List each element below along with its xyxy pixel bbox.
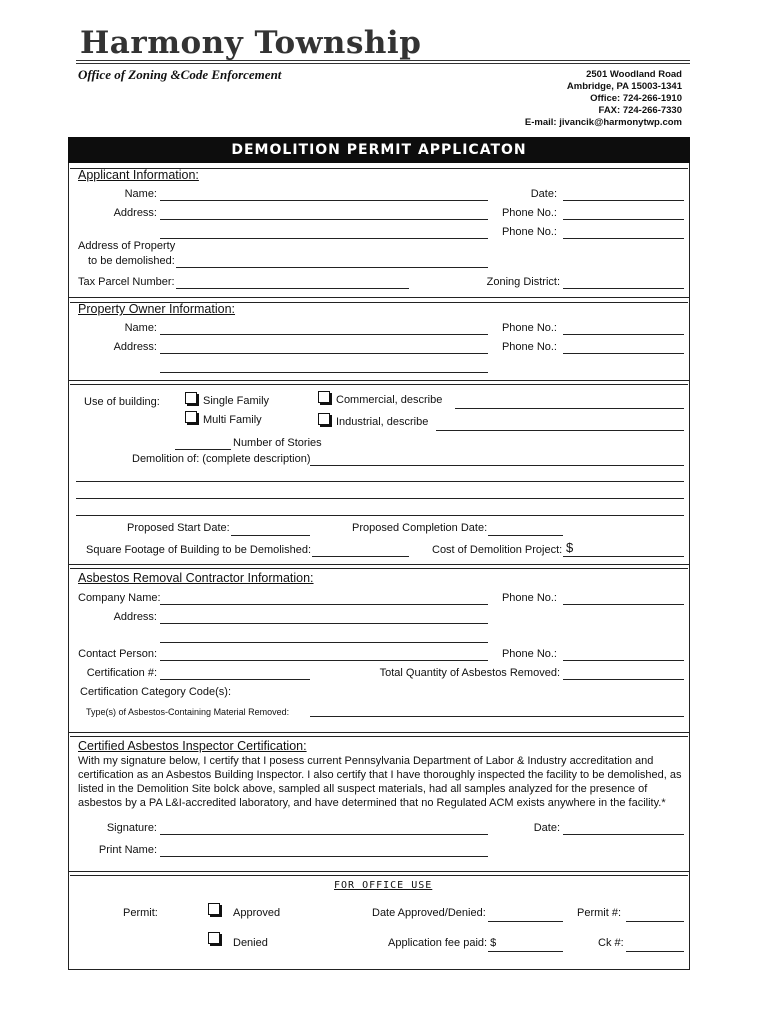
permit-number-label: Permit #: bbox=[577, 907, 622, 919]
applicant-phone-label-2: Phone No.: bbox=[501, 226, 557, 238]
address-line: Ambridge, PA 15003-1341 bbox=[566, 81, 682, 92]
square-footage-label: Square Footage of Building to be Demolished: bbox=[86, 544, 312, 556]
property-address-label: Address of Property bbox=[78, 240, 176, 252]
print-name-label: Print Name: bbox=[98, 844, 157, 856]
applicant-phone-field-2[interactable] bbox=[563, 238, 684, 239]
contractor-address-field[interactable] bbox=[160, 623, 488, 624]
multi-family-checkbox[interactable] bbox=[185, 411, 197, 423]
section-divider bbox=[68, 297, 690, 298]
office-phone: Office: 724-266-1910 bbox=[590, 93, 682, 104]
applicant-name-field[interactable] bbox=[160, 200, 488, 201]
form-title-banner: DEMOLITION PERMIT APPLICATON bbox=[68, 137, 690, 163]
office-email: E-mail: jivancik@harmonytwp.com bbox=[524, 117, 682, 128]
applicant-address-field-2[interactable] bbox=[160, 238, 488, 239]
section-divider bbox=[68, 380, 690, 381]
asbestos-contractor-heading: Asbestos Removal Contractor Information: bbox=[78, 571, 314, 585]
office-fax: FAX: 724-266-7330 bbox=[598, 105, 682, 116]
applicant-phone-field[interactable] bbox=[563, 219, 684, 220]
address-line: 2501 Woodland Road bbox=[586, 69, 682, 80]
signature-field[interactable] bbox=[160, 834, 488, 835]
number-of-stories-field[interactable] bbox=[175, 449, 231, 450]
demolition-description-field-2[interactable] bbox=[76, 481, 684, 482]
section-divider bbox=[68, 564, 690, 565]
header-rule-top bbox=[76, 60, 690, 61]
inspector-date-field[interactable] bbox=[563, 834, 684, 835]
applicant-address-label: Address: bbox=[113, 207, 157, 219]
inspector-statement: With my signature below, I certify that I posess current Pennsylvania Department of Labor & Industry accreditation and certification as an Asbestos Building Inspector. I also certify that I have thoroughly inspected the facility to be demolished, as listed in the Demolition Site bolck above, sampled all suspect materials, had all samples analyzed for the presence of asbestos by a PA L&I-accredited laboratory, and have determined that no Regulated ACM exists anywhere in the facility.* bbox=[78, 755, 682, 809]
section-divider bbox=[70, 875, 688, 876]
owner-name-label: Name: bbox=[124, 322, 157, 334]
certification-number-field[interactable] bbox=[160, 679, 310, 680]
property-address-field[interactable] bbox=[176, 267, 488, 268]
company-name-label: Company Name: bbox=[78, 592, 161, 604]
start-date-field[interactable] bbox=[231, 535, 310, 536]
industrial-description-field[interactable] bbox=[436, 430, 684, 431]
single-family-label: Single Family bbox=[203, 395, 270, 407]
applicant-date-label: Date: bbox=[530, 188, 557, 200]
use-of-building-label: Use of building: bbox=[84, 396, 160, 408]
number-of-stories-label: Number of Stories bbox=[233, 437, 322, 449]
demolition-cost-label: Cost of Demolition Project: bbox=[432, 544, 563, 556]
permit-number-field[interactable] bbox=[626, 921, 684, 922]
section-divider bbox=[70, 384, 688, 385]
industrial-label: Industrial, describe bbox=[336, 416, 429, 428]
denied-checkbox[interactable] bbox=[208, 932, 220, 944]
owner-phone-field[interactable] bbox=[563, 334, 684, 335]
acm-types-field[interactable] bbox=[310, 716, 684, 717]
office-subtitle: Office of Zoning &Code Enforcement bbox=[78, 67, 282, 82]
date-approved-field[interactable] bbox=[488, 921, 563, 922]
contractor-phone-label: Phone No.: bbox=[501, 592, 557, 604]
permit-label: Permit: bbox=[123, 907, 158, 919]
start-date-label: Proposed Start Date: bbox=[127, 522, 230, 534]
commercial-label: Commercial, describe bbox=[336, 394, 443, 406]
applicant-phone-label: Phone No.: bbox=[501, 207, 557, 219]
print-name-field[interactable] bbox=[160, 856, 488, 857]
square-footage-field[interactable] bbox=[312, 556, 409, 557]
owner-phone-label-2: Phone No.: bbox=[501, 341, 557, 353]
application-fee-label: Application fee paid: $ bbox=[388, 937, 497, 949]
check-number-label: Ck #: bbox=[598, 937, 624, 949]
contact-phone-label: Phone No.: bbox=[501, 648, 557, 660]
contact-person-label: Contact Person: bbox=[78, 648, 157, 660]
section-divider bbox=[68, 732, 690, 733]
demolition-description-field-4[interactable] bbox=[76, 515, 684, 516]
total-quantity-label: Total Quantity of Asbestos Removed: bbox=[379, 667, 560, 679]
owner-phone-label: Phone No.: bbox=[501, 322, 557, 334]
commercial-description-field[interactable] bbox=[455, 408, 684, 409]
section-divider bbox=[68, 871, 690, 872]
contact-phone-field[interactable] bbox=[563, 660, 684, 661]
acm-types-label: Type(s) of Asbestos-Containing Material Removed: bbox=[86, 707, 290, 717]
multi-family-label: Multi Family bbox=[203, 414, 262, 426]
signature-label: Signature: bbox=[106, 822, 157, 834]
applicant-date-field[interactable] bbox=[563, 200, 684, 201]
demolition-description-field[interactable] bbox=[310, 465, 684, 466]
demolition-description-label: Demolition of: (complete description) bbox=[132, 453, 311, 465]
office-use-heading: FOR OFFICE USE bbox=[334, 880, 433, 891]
tax-parcel-label: Tax Parcel Number: bbox=[78, 276, 175, 288]
section-divider bbox=[70, 568, 688, 569]
applicant-heading: Applicant Information: bbox=[78, 168, 199, 182]
owner-address-field-2[interactable] bbox=[160, 372, 488, 373]
demolition-cost-field[interactable] bbox=[563, 556, 684, 557]
property-address-label-2: to be demolished: bbox=[88, 255, 175, 267]
commercial-checkbox[interactable] bbox=[318, 391, 330, 403]
inspector-date-label: Date: bbox=[533, 822, 560, 834]
single-family-checkbox[interactable] bbox=[185, 392, 197, 404]
zoning-district-label: Zoning District: bbox=[486, 276, 560, 288]
contact-person-field[interactable] bbox=[160, 660, 488, 661]
section-divider bbox=[70, 736, 688, 737]
owner-address-field[interactable] bbox=[160, 353, 488, 354]
denied-label: Denied bbox=[233, 937, 268, 949]
company-name-field[interactable] bbox=[160, 604, 488, 605]
contractor-address-field-2[interactable] bbox=[160, 642, 488, 643]
owner-heading: Property Owner Information: bbox=[78, 302, 236, 316]
contractor-address-label: Address: bbox=[113, 611, 157, 623]
township-title: Harmony Township bbox=[80, 25, 422, 61]
application-fee-field[interactable] bbox=[488, 951, 563, 952]
approved-checkbox[interactable] bbox=[208, 903, 220, 915]
tax-parcel-field[interactable] bbox=[176, 288, 409, 289]
total-quantity-field[interactable] bbox=[563, 679, 684, 680]
approved-label: Approved bbox=[233, 907, 281, 919]
completion-date-field[interactable] bbox=[488, 535, 563, 536]
contractor-phone-field[interactable] bbox=[563, 604, 684, 605]
owner-address-label: Address: bbox=[113, 341, 157, 353]
applicant-name-label: Name: bbox=[124, 188, 157, 200]
demolition-description-field-3[interactable] bbox=[76, 498, 684, 499]
check-number-field[interactable] bbox=[626, 951, 684, 952]
office-address-block bbox=[525, 69, 682, 129]
applicant-address-field[interactable] bbox=[160, 219, 488, 220]
certification-category-label: Certification Category Code(s): bbox=[80, 686, 232, 698]
completion-date-label: Proposed Completion Date: bbox=[352, 522, 488, 534]
header-rule-bottom bbox=[76, 63, 690, 64]
industrial-checkbox[interactable] bbox=[318, 413, 330, 425]
dollar-sign: $ bbox=[566, 540, 574, 555]
certification-number-label: Certification #: bbox=[86, 667, 157, 679]
zoning-district-field[interactable] bbox=[563, 288, 684, 289]
date-approved-label: Date Approved/Denied: bbox=[372, 907, 486, 919]
inspector-heading: Certified Asbestos Inspector Certification: bbox=[78, 739, 307, 753]
owner-phone-field-2[interactable] bbox=[563, 353, 684, 354]
owner-name-field[interactable] bbox=[160, 334, 488, 335]
